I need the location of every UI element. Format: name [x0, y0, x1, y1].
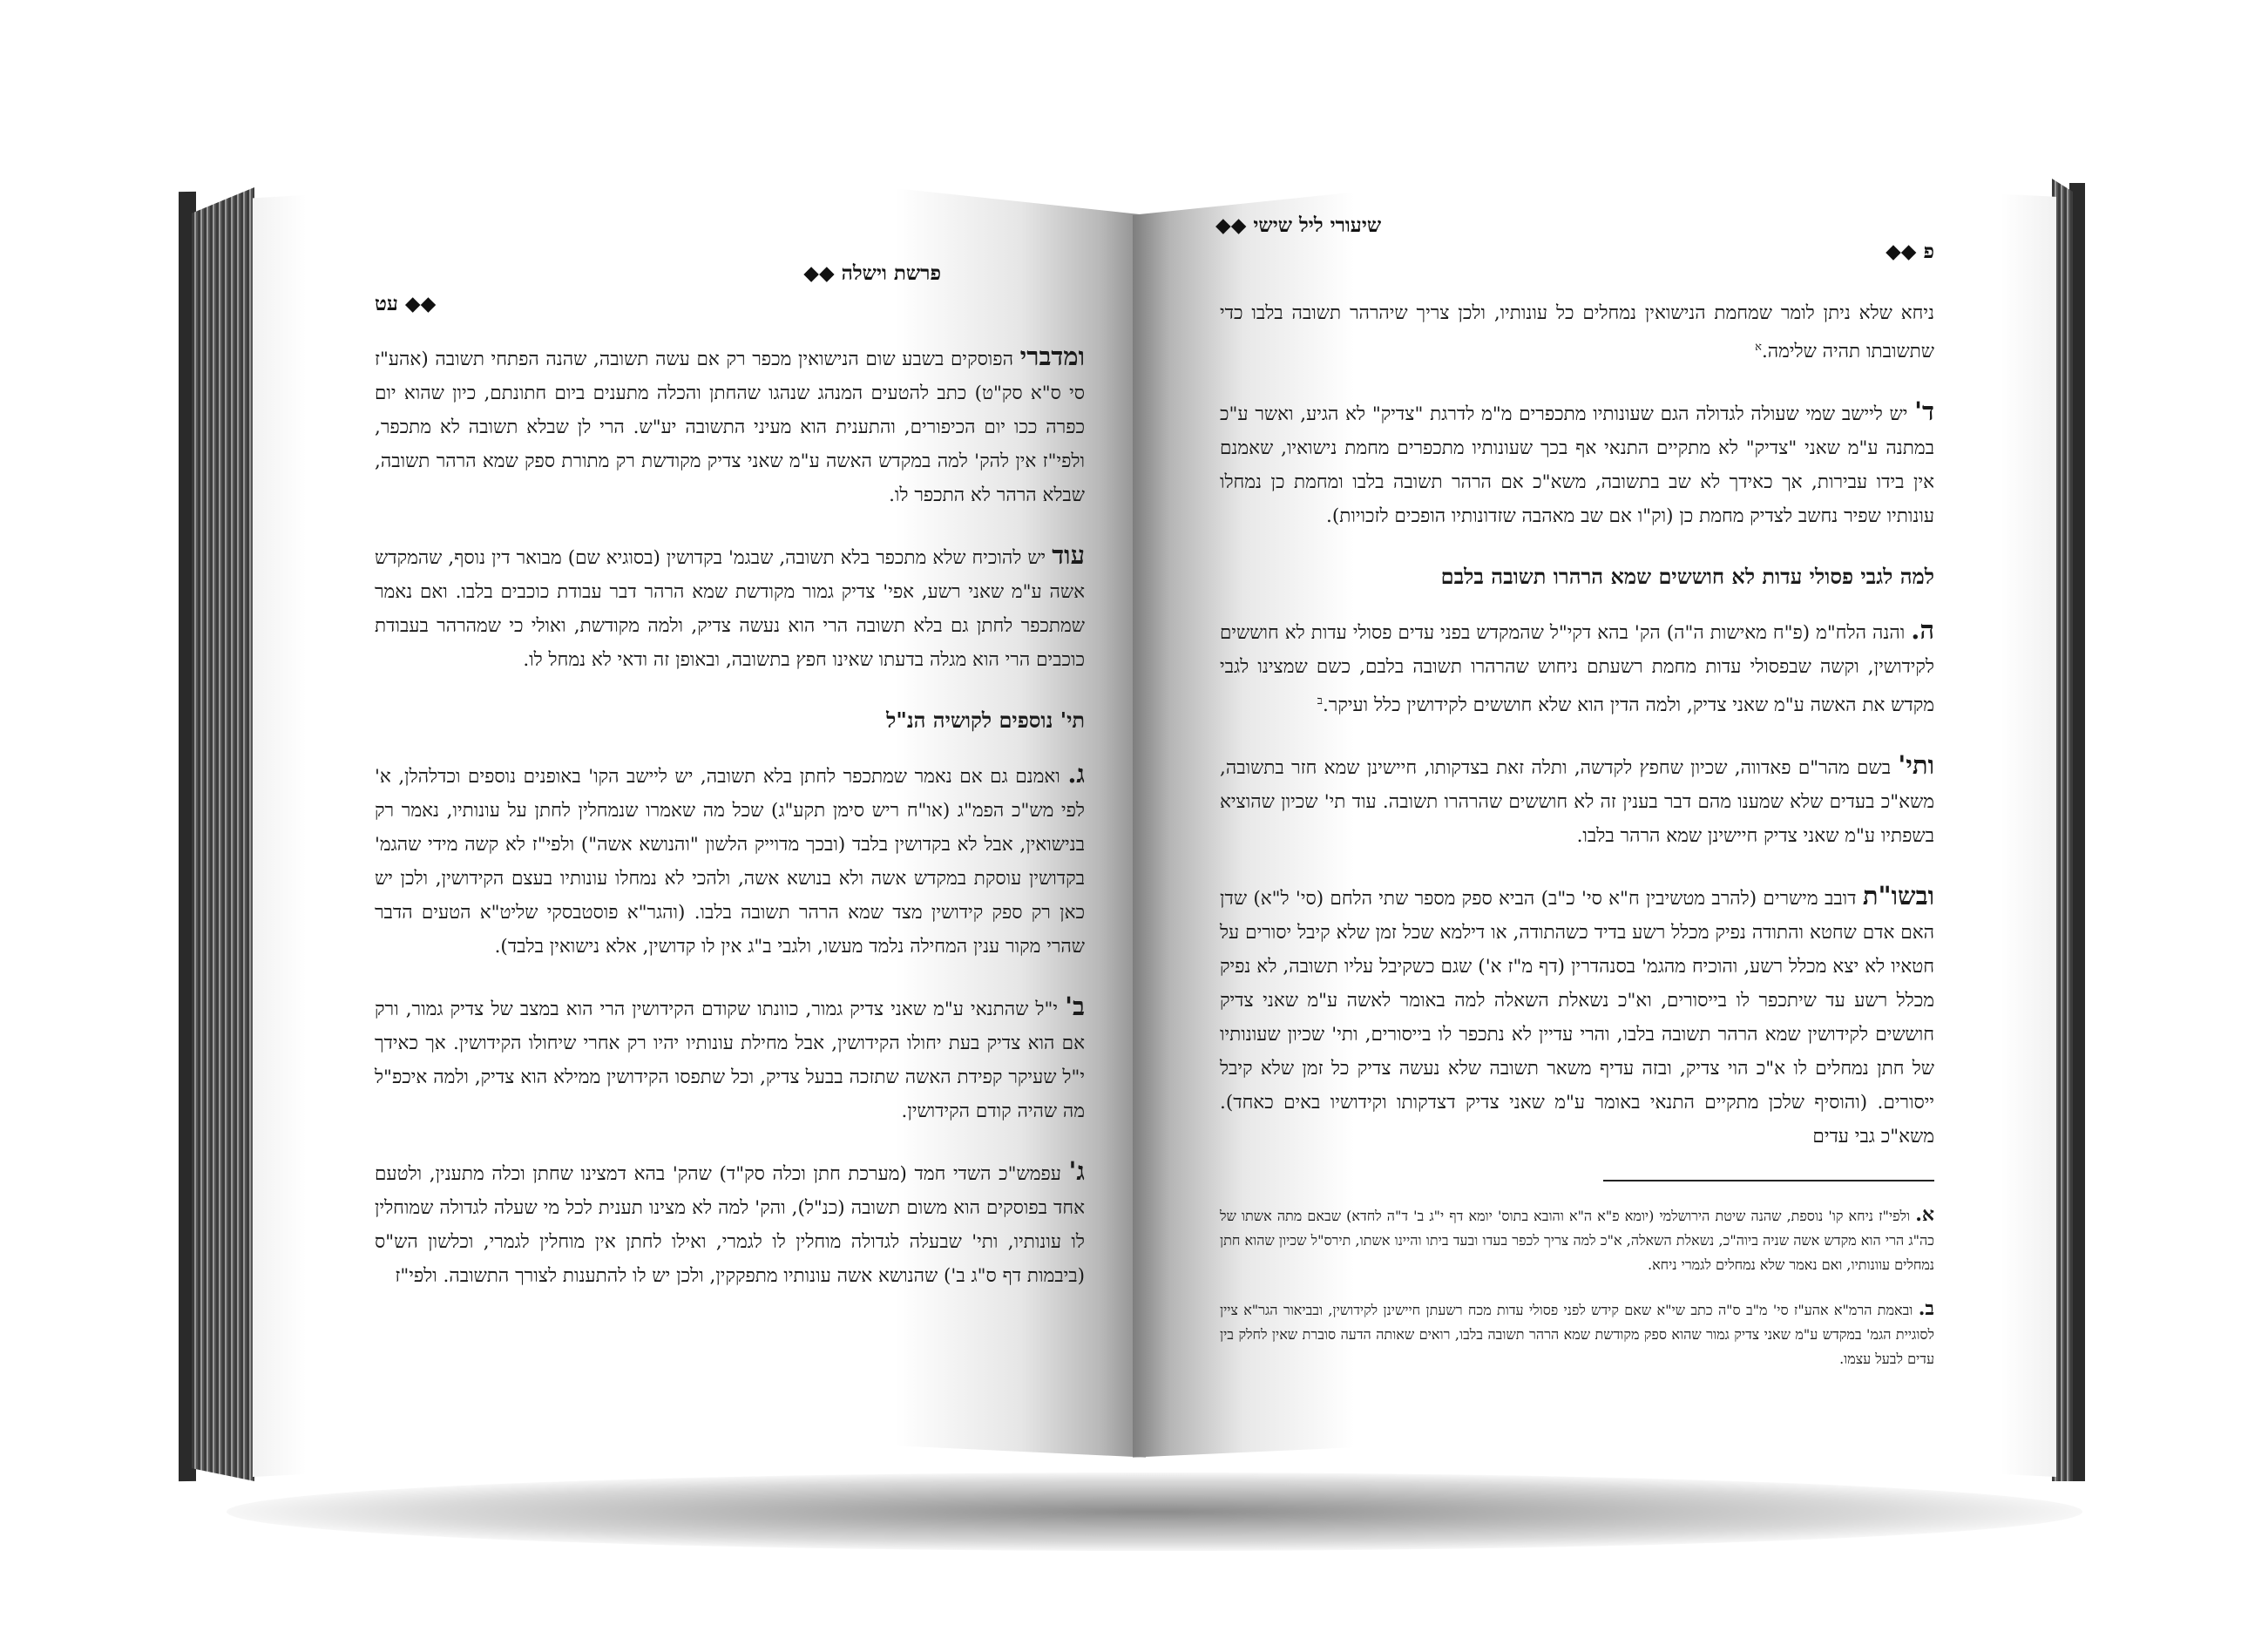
- left-body: [375, 340, 1085, 1319]
- book-shadow: [227, 1473, 2082, 1551]
- left-page-block-edge: [192, 187, 254, 1481]
- footnote-a: א. ולפי"ז ניחא קו' נוספת, שהנה שיטת הירושלמי (יומא פ"א ה"א והובא בתוס' יומא דף י"ג ב' ד"ה לחדא) שבאם מתה אשתו של כה"ג הרי הוא מקדש אשה שניה ביוה"כ, נשאלת השאלה, א"כ למה צריך לכפר בעדו ובעד ביתו והיינו אשתו, תירס"ל שכיון שהוא חתן נמחלים עוונותיו, ואם נאמר שלא נמחלים לגמרי ניחא.: [1220, 1203, 1934, 1274]
- left-paragraph-2: עוד יש להוכיח שלא מתכפר בלא תשובה, שבגמ' בקדושין (בסוגיא שם) מבואר דין נוסף, שהמקדש אשה ע"מ שאני רשע, אפי' צדיק גמור מקודשת שמא הרהר דבר עבודת כוכבים בלבו. ואם נאמר שמתכפר לחתן גם בלא תשובה הרי הוא נעשה צדיק, ולמה מקודשת, ואולי כי שמהרהר בעבודת כוכבים הרי הוא מגלה בדעתו שאינו חפץ בתשובה, ובאופן זה ודאי לא נמחל לו.: [375, 540, 1085, 671]
- left-paragraph-4: ב' י"ל שהתנאי ע"מ שאני צדיק גמור, כוונתו שקודם הקידושין הרי הוא במצב של צדיק גמור, ורק אם הוא צדיק בעת יחולו הקידושין, אבל מחילת עונותיו יהיו רק אחרי שיחולו הקידושין. אך כאידך י"ל שעיקר קפידת האשה שתזכה בבעל צדיק, וכל שתפסו הקידושין ממילא הוא צדיק, ולמה איכפ"ל מה שהיה קודם הקידושין.: [375, 992, 1085, 1122]
- left-running-head: פרשת וישלה ◆◆: [803, 261, 941, 285]
- left-paragraph-3: ג. ואמנם גם אם נאמר שמתכפר לחתן בלא תשובה, יש ליישב הקו' באופנים נוספים וכדלהלן, א' לפי מש"כ הפמ"ג (או"ח ריש סימן תקע"ג) שכל מה שאמרו שנמחלין לחתן על עונותיו, נאמר רק בנישואין, אבל לא בקדושין בלבד (ובכך מדוייק הלשון "והנושא אשה") ולפי"ז לא קשה מידי שהגמ' בקדושין עוסקת במקדש אשה ולא בנושא אשה, ולהכי לא נמחלו עונותיו בעצם הקידושין, ולכן יש כאן רק ספק קידושין מצד שמא הרהר תשובה בלבו. (והגר"א פוסטבסקי שליט"א הטעים הדבר שהרי מקור ענין המחילה נלמד מעשו, ולגבי ב"ג אין לו קדושין, אלא נישואין בלבד).: [375, 759, 1085, 958]
- footnote-rule: [1603, 1180, 1934, 1181]
- right-paragraph-2: ד' יש ליישב שמי שעולה לגדולה הגם שעונותיו מתכפרים מ"מ לדרגת "צדיק" לא הגיע, ואשר ע"כ במתנה ע"מ שאני "צדיק" לא מתקיים התנאי אף בכך שעונותיו מתכפרים מחמת נישואיו, שאמנם אין בידו עבירות, אך כאידך לא שב בתשובה, משא"כ אם הרהר תשובה בלבו ומחמת כן נמחלו עונותיו שפיר נחשב לצדיק מחמת כן (וק"ו אם שב מאהבה שזדונותיו הופכים לזכויות).: [1220, 396, 1934, 528]
- right-paragraph-5: ובשו"ת דובב מישרים (להרב מטשיבין ח"א סי' כ"ב) הביא ספק מספר שתי הלחם (סי' ל"א) שדן האם אדם שחטא והתודה נפיק מכלל רשע בדיד כשהתודה, או דילמא שכל זמן שלא קיבל יסורים על חטאיו לא יצא מכלל רשע, והוכיח מהגמ' בסנהדרין (דף מ"ז א') שגם כשקיבל עליו תשובה, לא נפיק מכלל רשע עד שיתכפר לו בייסורים, וא"כ נשאלת השאלה למה באומר לאשה ע"מ שאני צדיק חוששים לקידושין שמא הרהר תשובה בלבו, והרי עדיין לא נתכפר לו בייסורים, ותי' שכיון שעונותיו של חתן נמחלים לו א"כ הוי צדיק, ובזה עדיף משאר תשובה שלא נעשה צדיק כל זמן שלא קיבל ייסורים. (והוסיף שלכן מתקיים התנאי באומר ע"מ שאני צדיק דצדקותו וקידושיו באים כאחד). משא"כ גבי עדים: [1220, 881, 1934, 1148]
- right-page-number: פ ◆◆: [1886, 240, 1934, 263]
- right-paragraph-3: ה. והנה הלח"מ (פ"ח מאישות ה"ה) הק' בהא דקי"ל שהמקדש בפני עדים פסולי עדות לא חוששים לקידושין, וקשה שבפסולי עדות מחמת רשעתם ניחוש שהרהרו תשובה בלבם, כשם שמצינו לגבי מקדש את האשה ע"מ שאני צדיק, ולמה הדין הוא שלא חוששים לקידושין כלל ועיקר.$^ב$: [1220, 615, 1934, 717]
- right-subheading: למה לגבי פסולי עדות לא חוששים שמא הרהרו תשובה בלבם: [1440, 564, 1934, 590]
- left-page-number: עט ◆◆: [375, 292, 437, 315]
- right-paragraph-1: ניחא שלא ניתן לומר שמחמת הנישואין נמחלים כל עונותיו, ולכן צריך שיהרהר תשובה בלבו כדי שתשובתו תהיה שלימה.$^א$: [1220, 302, 1934, 363]
- right-body: [1220, 296, 1934, 1391]
- left-paragraph-5: ג' עפמש"כ השדי חמד (מערכת חתן וכלה סק"ד) שהק' בהא דמצינו שחתן וכלה מתענין, ולטעם אחד בפוסקים הוא משום תשובה (כנ"ל), והק' למה לא מצינו תענית לכל מי שעלה לגדולה שמוחלין לו עונותיו, ותי' שבעלה לגדולה מוחלין לו לגמרי, ואילו לחתן אין מוחלין לגמרי, וכלשון הש"ס (ביבמות דף ס"ג ב') שהנושא אשה עונותיו מתפקקין, ולכן יש לו להתענות לצורך התשובה. ולפי"ז: [375, 1156, 1085, 1287]
- left-paragraph-1: ומדברי הפוסקים בשבע שום הנישואין מכפר רק אם עשה תשובה, שהנה הפתחי תשובה (אהע"ז סי ס"א סק"ט) כתב להטעים המנהג שנהגו שהחתן והכלה מתענים ביום חתונתם, כיון שהוא יום כפרה ככו יום הכיפורים, והתענית הוא מעיני התשובה יע"ש. הרי לן שבלא תשובה לא מתכפר, ולפי"ז אין להק' למה במקדש האשה ע"מ שאני צדיק מקודשת רק מתורת ספק שמא הרהר תשובה, שבלא הרהר לא התכפר לו.: [375, 342, 1085, 506]
- left-subheading: תי' נוספים לקושיה הנ"ל: [886, 708, 1085, 733]
- footnote-b: ב. ובאמת הרמ"א אהע"ז סי' מ"ב ס"ה כתב שי"א שאם קידש לפני פסולי עדות מכח רשעתן חיישינן לקידושין, ובביאור הגר"א ציין לסוגיית הגמ' במקדש ע"מ שאני צדיק גמור שהוא ספק מקודשת שמא הרהר תשובה בלבו, רואים שאותה הדעה סוברת שאין לחלק בין עדים לבעל עצמו.: [1220, 1297, 1935, 1368]
- right-running-head: ◆◆ שיעורי ליל שישי: [1215, 213, 1382, 237]
- right-paragraph-4: ותי' בשם מהר"ם פאדווה, שכיון שחפץ לקדשה, ותלה זאת בצדקותו, חיישינן שמא חזר בתשובה, משא"כ בעדים שלא שמענו מהם דבר בענין זה לא חוששים שהרהרו תשובה. עוד תי' שכיון שהוציא בשפתיו ע"מ שאני צדיק חיישינן שמא הרהר בלבו.: [1220, 750, 1934, 848]
